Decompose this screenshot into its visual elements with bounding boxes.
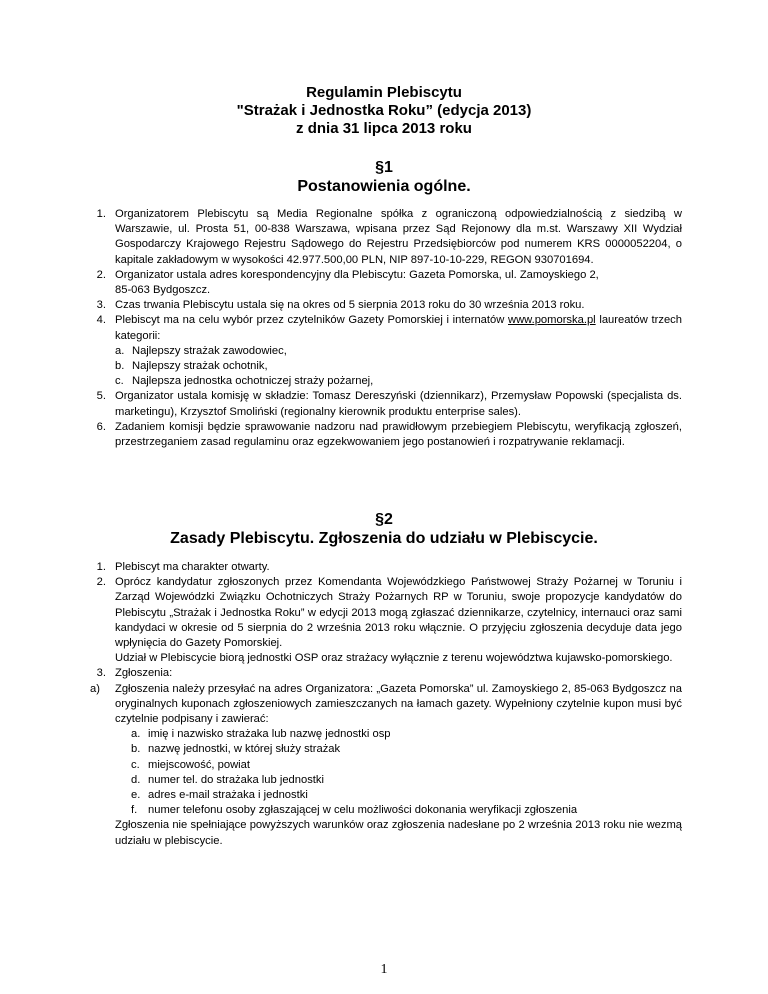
list-item: 1. Organizatorem Plebiscytu są Media Regionalne spółka z ograniczoną odpowiedzialnością z siedzibą w Warszawie, ul. Prosta 51, 00-838 Warszawa, wpisana przez Sąd Rejonowy dla m.st. Warszawy XII Wydział Gospodarczy Krajowego Rejestru Sądowego do Rejestru Przedsiębiorców pod numerem KRS 0000052204, o kapitale zakładowym w wysokości 42.977.500,00 PLN, NIP 897-10-10-229, REGON 930701694.: [96, 208, 682, 266]
section-2-symbol: §2: [375, 511, 393, 528]
list-item: 1. Plebiscyt ma charakter otwarty.: [96, 561, 270, 573]
section-2-header: [0, 510, 768, 548]
title-line-3: z dnia 31 lipca 2013 roku: [296, 120, 472, 137]
list-subitem: e. adres e-mail strażaka i jednostki: [131, 789, 308, 802]
title-line-1: Regulamin Plebiscytu: [306, 84, 462, 101]
title-line-2: "Strażak i Jednostka Roku” (edycja 2013): [236, 102, 532, 119]
list-item: 2. Organizator ustala adres korespondencyjny dla Plebiscytu: Gazeta Pomorska, ul. Zamoyskiego 2, 85-063 Bydgoszcz.: [96, 268, 599, 297]
section-1-header: [0, 158, 768, 196]
list-item: 6. Zadaniem komisji będzie sprawowanie nadzoru nad prawidłowym przebiegiem Plebiscytu, weryfikacją zgłoszeń, przestrzeganiem zasad regulaminu oraz egzekwowaniem jego postanowień i rozpatrywanie reklamacji.: [96, 420, 682, 449]
section-1-list: [90, 207, 682, 450]
list-subitem: a. Najlepszy strażak zawodowiec,: [115, 344, 287, 357]
page-number: 1: [380, 962, 388, 977]
document-title: [0, 84, 768, 138]
section-2-heading: Zasady Plebiscytu. Zgłoszenia do udziału w Plebiscycie.: [170, 530, 598, 547]
list-item: 5. Organizator ustala komisję w składzie: Tomasz Dereszyński (dziennikarz), Przemysław Popowski (specjalista ds. marketingu), Krzysztof Smoliński (regionalny kierownik produktu enterprise sales).: [96, 390, 682, 418]
list-item: 4. Plebiscyt ma na celu wybór przez czytelników Gazety Pomorskiej i internatów www.pomorska.pl laureatów trzech kategorii:: [96, 314, 682, 342]
list-item: a) Zgłoszenia należy przesyłać na adres Organizatora: „Gazeta Pomorska” ul. Zamoyskiego 2, 85-063 Bydgoszcz na oryginalnych kuponach zgłoszeniowych zamieszczanych na łamach gazety. Wypełniony czytelnie kupon musi być czytelnie podpisany i zawierać:: [90, 682, 682, 726]
section-1-symbol: §1: [375, 159, 393, 176]
list-subitem: b. Najlepszy strażak ochotnik,: [115, 360, 268, 373]
list-subitem: c. miejscowość, powiat: [131, 758, 250, 771]
pomorska-link[interactable]: www.pomorska.pl: [507, 314, 596, 327]
list-subitem: d. numer tel. do strażaka lub jednostki: [131, 773, 324, 786]
section-1-heading: Postanowienia ogólne.: [297, 178, 471, 195]
list-subitem: b. nazwę jednostki, w której służy strażak: [131, 743, 341, 756]
section-2-list: [90, 560, 682, 849]
closing-note: Zgłoszenia nie spełniające powyższych warunków oraz zgłoszenia nadesłane po 2 września 2013 roku nie wezmą udziału w plebiscycie.: [115, 819, 682, 847]
list-subitem: a. imię i nazwisko strażaka lub nazwę jednostki osp: [131, 728, 391, 741]
list-item: 2. Oprócz kandydatur zgłoszonych przez Komendanta Wojewódzkiego Państwowej Straży Pożarnej w Toruniu i Zarząd Wojewódzki Związku Ochotniczych Straży Pożarnych RP w Toruniu, swoje propozycje kandydatów do Plebiscytu „Strażak i Jednostka Roku” w edycji 2013 mogą zgłaszać dziennikarze, czytelnicy, internauci oraz sami kandydaci w okresie od 5 sierpnia do 2 września 2013 roku włącznie. O przyjęciu zgłoszenia decyduje data jego wpłynięcia do Gazety Pomorskiej. Udział w Plebiscycie biorą jednostki OSP oraz strażacy wyłącznie z terenu województwa kujawsko-pomorskiego.: [96, 576, 682, 665]
list-subitem: f. numer telefonu osoby zgłaszającej w celu możliwości dokonania weryfikacji zgłoszenia: [131, 804, 578, 817]
list-item: 3. Zgłoszenia:: [96, 667, 173, 680]
list-subitem: c. Najlepsza jednostka ochotniczej straży pożarnej,: [115, 375, 374, 388]
list-item: 3. Czas trwania Plebiscytu ustala się na okres od 5 sierpnia 2013 roku do 30 września 2013 roku.: [96, 299, 585, 312]
